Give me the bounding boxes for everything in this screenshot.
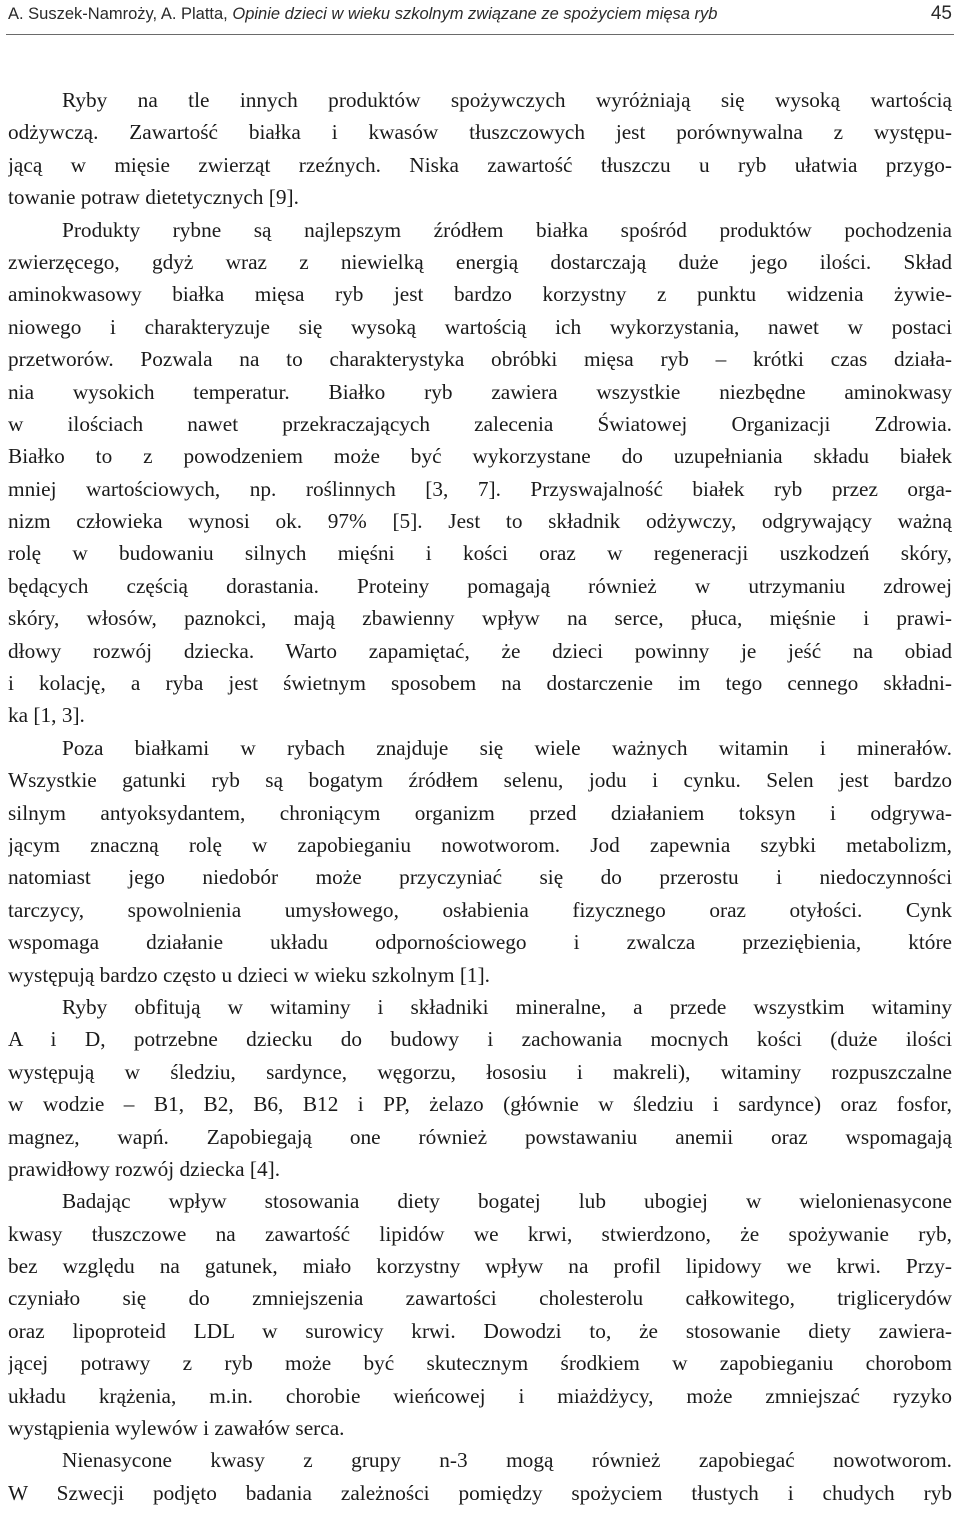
text-line: w wodzie – B1, B2, B6, B12 i PP, żelazo (głównie w śledziu i sardynce) oraz fosfor, (8, 1092, 952, 1117)
text-line: odżywczą. Zawartość białka i kwasów tłuszczowych jest porównywalna z występu- (8, 120, 952, 145)
text-line: występują bardzo często u dzieci w wieku szkolnym [1]. (8, 962, 490, 987)
text-line: w ilościach nawet przekraczających zalecenia Światowej Organizacji Zdrowia. (8, 411, 952, 436)
text-line: nizm człowieka wynosi ok. 97% [5]. Jest to składnik odżywczy, odgrywający ważną (8, 509, 952, 534)
header-authors: A. Suszek-Namroży, A. Platta, (8, 5, 228, 23)
running-header (6, 0, 954, 35)
text-line: magnez, wapń. Zapobiegają one również powstawaniu anemii oraz wspomagają (8, 1124, 952, 1149)
text-line: aminokwasowy białka mięsa ryb jest bardzo korzystny z punktu widzenia żywie- (8, 282, 952, 307)
body-text (8, 84, 952, 1509)
text-line: silnym antyoksydantem, chroniącym organizm przed działaniem toksyn i odgrywa- (8, 800, 952, 825)
text-line: Ryby obfitują w witaminy i składniki mineralne, a przede wszystkim witaminy (62, 994, 952, 1019)
text-line: tarczycy, spowolnienia umysłowego, osłabienia fizycznego oraz otyłości. Cynk (8, 897, 952, 922)
text-line: niowego i charakteryzuje się wysoką wartością ich wykorzystania, nawet w postaci (8, 314, 952, 339)
text-line: i kolację, a ryba jest świetnym sposobem na dostarczenie im tego cennego składni- (8, 671, 952, 696)
text-line: występują w śledziu, sardynce, węgorzu, łososiu i makreli), witaminy rozpuszczalne (8, 1059, 952, 1084)
text-line: wspomaga działanie układu odpornościowego i zwalcza przeziębienia, które (8, 930, 952, 955)
text-line: Produkty rybne są najlepszym źródłem białka spośród produktów pochodzenia (62, 217, 952, 242)
text-line: towanie potraw dietetycznych [9]. (8, 185, 299, 210)
text-line: będących częścią dorastania. Proteiny pomagają również w utrzymaniu zdrowej (8, 573, 952, 598)
text-line: bez względu na gatunek, miało korzystny wpływ na profil lipidowy we krwi. Przy- (8, 1254, 952, 1279)
text-line: prawidłowy rozwój dziecka [4]. (8, 1156, 281, 1181)
text-line: kwasy tłuszczowe na zawartość lipidów we krwi, stwierdzono, że spożywanie ryb, (8, 1221, 952, 1246)
text-line: natomiast jego niedobór może przyczyniać się do przerostu i niedoczynności (8, 865, 952, 890)
text-line: zwierzęcego, gdyż wraz z niewielką energią dostarczają duże jego ilości. Skład (8, 249, 952, 274)
running-title (8, 5, 717, 24)
text-line: układu krążenia, m.in. chorobie wieńcowej i miażdżycy, może zmniejszać ryzyko (8, 1383, 952, 1408)
text-line: Badając wpływ stosowania diety bogatej lub ubogiej w wielonienasycone (62, 1189, 952, 1214)
text-line: Poza białkami w rybach znajduje się wiele ważnych witamin i minerałów. (62, 735, 952, 760)
text-line: mniej wartościowych, np. roślinnych [3, 7]. Przyswajalność białek ryb przez orga- (8, 476, 952, 501)
text-line: ka [1, 3]. (8, 703, 85, 728)
text-line: jącej potrawy z ryb może być skutecznym środkiem w zapobieganiu chorobom (8, 1351, 952, 1376)
text-line: jącym znaczną rolę w zapobieganiu nowotworom. Jod zapewnia szybki metabolizm, (8, 832, 952, 857)
header-article-title: Opinie dzieci w wieku szkolnym związane ze spożyciem mięsa ryb (232, 5, 718, 23)
text-line: Ryby na tle innych produktów spożywczych wyróżniają się wysoką wartością (62, 88, 952, 112)
text-line: Nienasycone kwasy z grupy n-3 mogą również zapobiegać nowotworom. (62, 1448, 952, 1473)
text-line: oraz lipoproteid LDL w surowicy krwi. Dowodzi to, że stosowanie diety zawiera- (8, 1318, 952, 1343)
text-line: A i D, potrzebne dziecku do budowy i zachowania mocnych kości (duże ilości (8, 1027, 952, 1052)
text-line: dłowy rozwój dziecka. Warto zapamiętać, że dzieci powinny je jeść na obiad (8, 638, 952, 663)
text-line: W Szwecji podjęto badania zależności pomiędzy spożyciem tłustych i chudych ryb (8, 1480, 952, 1505)
text-line: rolę w budowaniu silnych mięśni i kości oraz w regeneracji uszkodzeń skóry, (8, 541, 952, 566)
text-line: Wszystkie gatunki ryb są bogatym źródłem selenu, jodu i cynku. Selen jest bardzo (8, 768, 952, 793)
text-line: nia wysokich temperatur. Białko ryb zawiera wszystkie niezbędne aminokwasy (8, 379, 952, 404)
text-line: skóry, włosów, paznokci, mają zbawienny wpływ na serce, płuca, mięśnie i prawi- (8, 606, 952, 631)
text-line: jącą w mięsie zwierząt rzeźnych. Niska zawartość tłuszczu u ryb ułatwia przygo- (8, 152, 952, 177)
text-line: czyniało się do zmniejszenia zawartości cholesterolu całkowitego, triglicerydów (8, 1286, 952, 1311)
page-number: 45 (930, 3, 952, 24)
text-line: wystąpienia wylewów i zawałów serca. (8, 1416, 345, 1441)
text-line: Białko to z powodzeniem może być wykorzystane do uzupełniania składu białek (8, 444, 952, 469)
text-line: przetworów. Pozwala na to charakterystyka obróbki mięsa ryb – krótki czas działa- (8, 347, 952, 372)
